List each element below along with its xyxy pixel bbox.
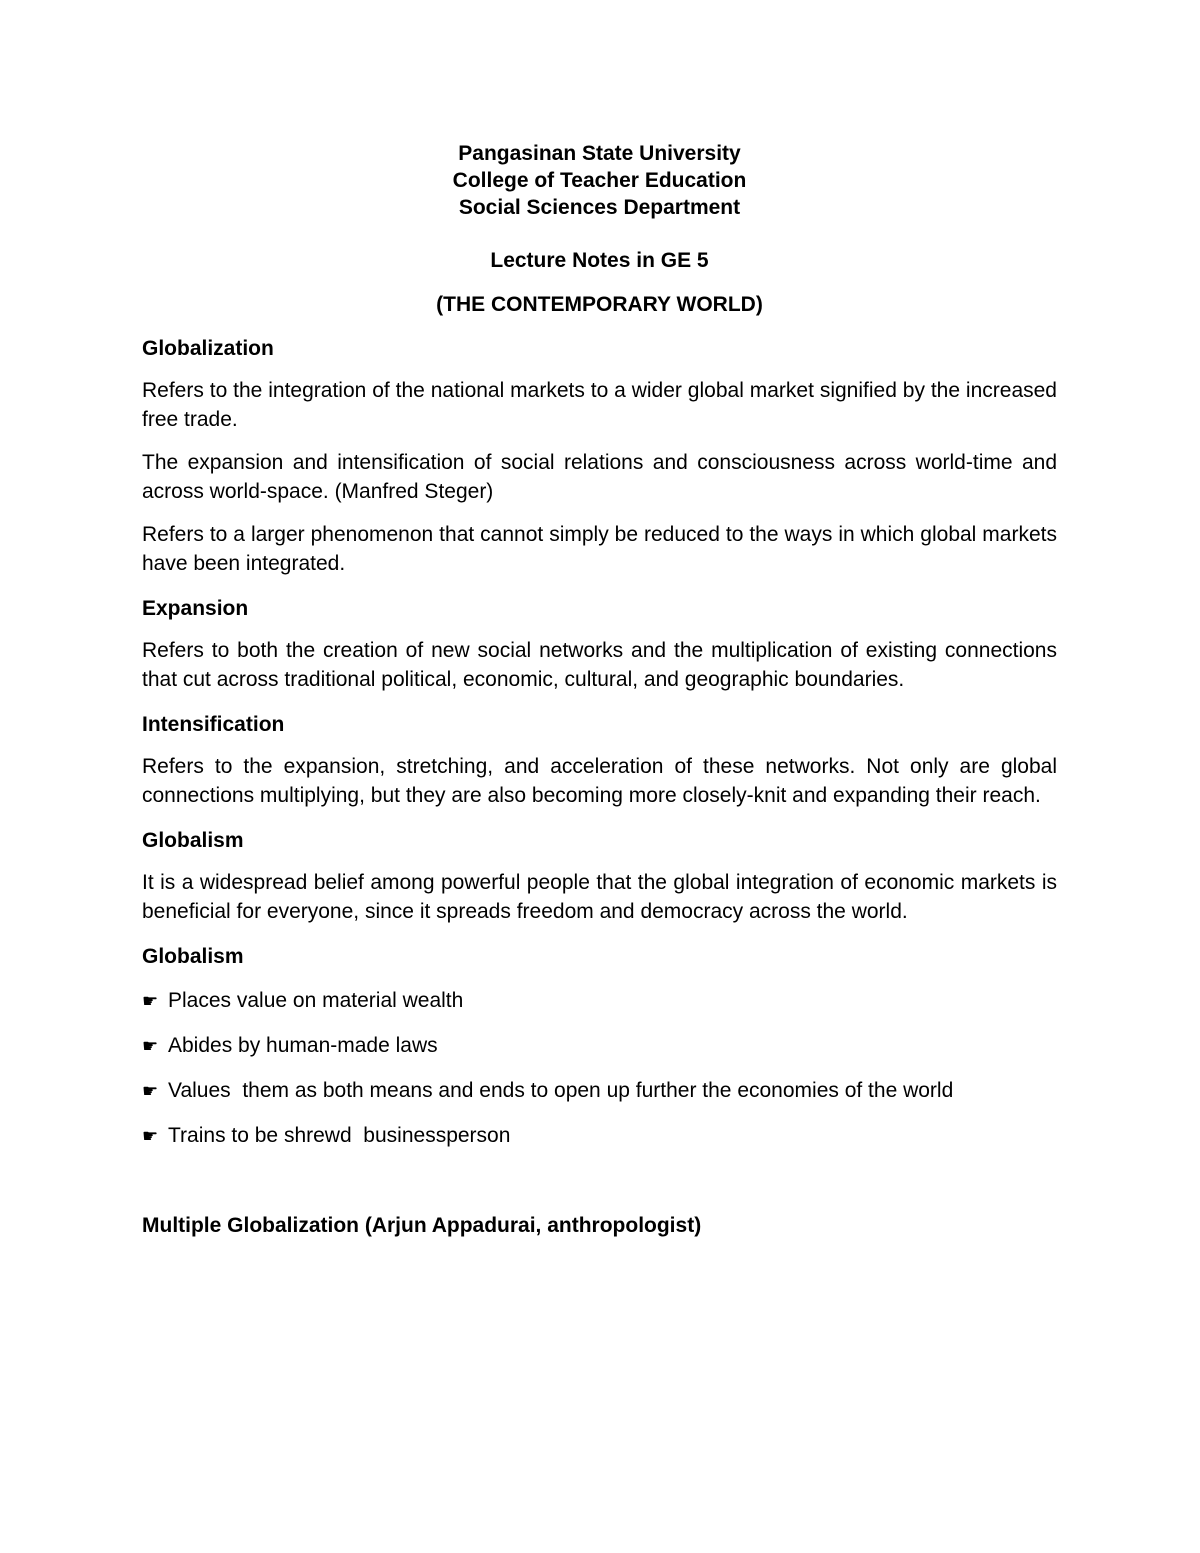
list-item	[142, 1032, 1057, 1060]
paragraph: Refers to a larger phenomenon that cannot simply be reduced to the ways in which global markets have been integrated.	[142, 523, 1057, 575]
pointing-hand-icon: ☛	[142, 1081, 159, 1101]
heading-intensification: Intensification	[142, 713, 285, 736]
document-page	[142, 140, 1057, 1239]
paragraph: Refers to the integration of the national markets to a wider global market signified by the increased free trade.	[142, 379, 1057, 431]
list-item-text: Trains to be shrewd businessperson	[168, 1124, 511, 1147]
paragraph: Refers to both the creation of new social networks and the multiplication of existing connections that cut across traditional political, economic, cultural, and geographic boundaries.	[142, 639, 1057, 691]
heading-globalism: Globalism	[142, 829, 244, 852]
paragraph: The expansion and intensification of social relations and consciousness across world-time and across world-space. (Manfred Steger)	[142, 451, 1057, 503]
list-item-text: Abides by human-made laws	[168, 1034, 438, 1057]
heading-globalism-traits: Globalism	[142, 945, 244, 968]
heading-globalization: Globalization	[142, 337, 274, 360]
list-item-text: Values them as both means and ends to open up further the economies of the world	[168, 1079, 954, 1102]
university-name: Pangasinan State University	[458, 142, 741, 165]
college-name: College of Teacher Education	[452, 169, 747, 192]
course-title: Lecture Notes in GE 5	[490, 249, 709, 272]
list-item	[142, 1122, 1057, 1150]
list-item	[142, 1077, 1057, 1105]
heading-multiple-globalization: Multiple Globalization (Arjun Appadurai, anthropologist)	[142, 1214, 702, 1237]
list-item	[142, 987, 1057, 1015]
list-item-text: Places value on material wealth	[168, 989, 464, 1012]
course-subtitle: (THE CONTEMPORARY WORLD)	[436, 293, 763, 316]
pointing-hand-icon: ☛	[142, 991, 159, 1011]
pointing-hand-icon: ☛	[142, 1126, 159, 1146]
department-name: Social Sciences Department	[458, 196, 741, 219]
heading-expansion: Expansion	[142, 597, 249, 620]
paragraph: It is a widespread belief among powerful people that the global integration of economic markets is beneficial for everyone, since it spreads freedom and democracy across the world.	[142, 871, 1057, 923]
document-header	[142, 140, 1057, 221]
pointing-hand-icon: ☛	[142, 1036, 159, 1056]
paragraph: Refers to the expansion, stretching, and acceleration of these networks. Not only are global connections multiplying, but they are also becoming more closely-knit and expanding their reach.	[142, 755, 1057, 807]
